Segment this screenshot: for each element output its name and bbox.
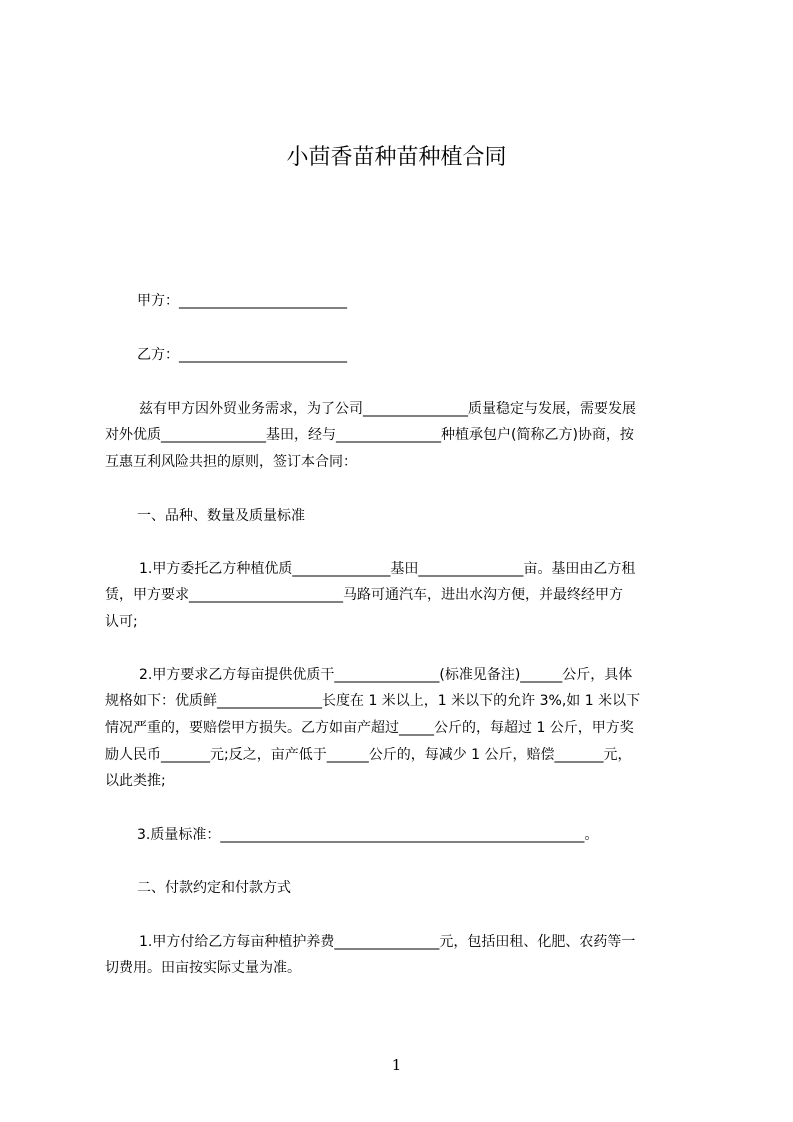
clause-2-line-1: 2.甲方要求乙方每亩提供优质干_______________(标准见备注)______公斤，具体: [139, 667, 633, 683]
section-heading-2: 二、付款约定和付款方式: [137, 880, 291, 896]
section-heading-1: 一、品种、数量及质量标准: [137, 508, 305, 524]
clause-2-line-3: 情况严重的，要赔偿甲方损失。乙方如亩产超过_____公斤的，每超过 1 公斤，甲方奖: [105, 720, 634, 736]
clause-2-line-4: 励人民币_______元;反之，亩产低于______公斤的，每减少 1 公斤，赔偿_______元，: [105, 747, 632, 763]
party-b-line: 乙方：________________________: [137, 347, 347, 363]
payment-clause-line-2: 切费用。田亩按实际丈量为准。: [105, 960, 301, 976]
clause-1-line-1: 1.甲方委托乙方种植优质______________基田_______________亩。基田由乙方租: [139, 561, 636, 577]
preamble-line-3: 互惠互利风险共担的原则，签订本合同：: [105, 454, 357, 470]
party-a-line: 甲方：________________________: [137, 293, 347, 309]
page-number: 1: [391, 1056, 402, 1074]
payment-clause-line-1: 1.甲方付给乙方每亩种植护养费_______________元，包括田租、化肥、农药等一: [139, 934, 636, 950]
clause-2-line-5: 以此类推;: [105, 773, 166, 789]
preamble-line-1: 兹有甲方因外贸业务需求，为了公司_______________质量稳定与发展，需要发展: [139, 401, 636, 417]
document-title: 小茴香苗种苗种植合同: [286, 145, 507, 170]
clause-1-line-3: 认可;: [105, 614, 138, 630]
clause-3-line: 3.质量标准：____________________________________________________。: [137, 827, 599, 843]
preamble-line-2: 对外优质_______________基田，经与_______________种植承包户(简称乙方)协商，按: [105, 427, 634, 443]
clause-1-line-2: 赁，甲方要求______________________马路可通汽车，进出水沟方便，并最终经甲方: [105, 587, 623, 603]
clause-2-line-2: 规格如下：优质鲜_______________长度在 1 米以上，1 米以下的允许 3%,如 1 米以下: [105, 693, 641, 709]
